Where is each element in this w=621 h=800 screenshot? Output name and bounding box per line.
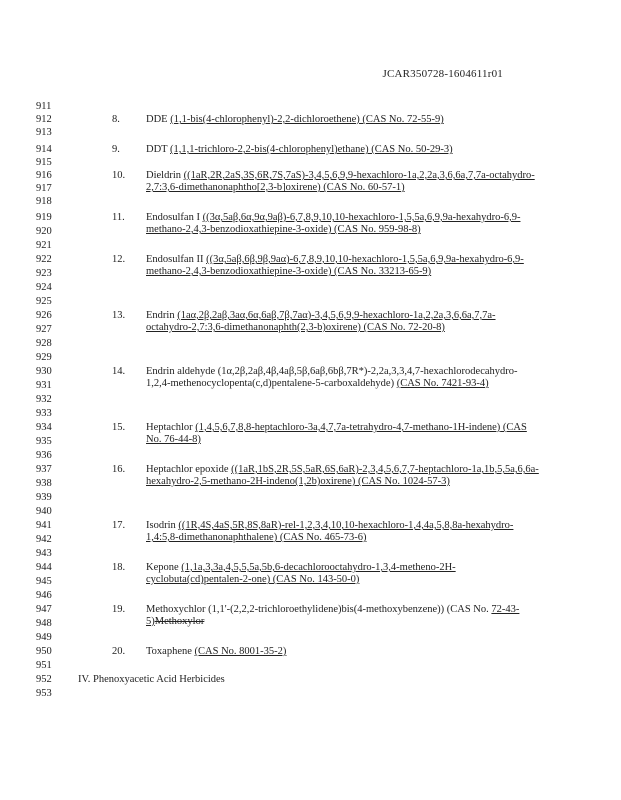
chemical-description: (CAS No. 8001-35-2) <box>194 646 287 657</box>
list-item <box>146 212 540 236</box>
line-number: 931 <box>36 380 52 391</box>
item-number: 18. <box>112 562 126 573</box>
chemical-name: Heptachlor <box>146 422 196 433</box>
line-number: 943 <box>36 548 52 559</box>
line-number: 933 <box>36 408 52 419</box>
list-item <box>146 170 540 194</box>
line-number: 917 <box>36 183 52 194</box>
item-number: 14. <box>112 366 126 377</box>
line-number: 928 <box>36 338 52 349</box>
line-number: 925 <box>36 296 52 307</box>
chemical-description: (1,1,1-trichloro-2,2-bis(4-chlorophenyl)ethane) (CAS No. 50-29-3) <box>170 144 453 155</box>
cas-number: 72-43-5) <box>146 604 520 627</box>
line-number: 940 <box>36 506 52 517</box>
line-number: 941 <box>36 520 52 531</box>
line-number: 922 <box>36 254 52 265</box>
item-number: 8. <box>112 114 120 125</box>
item-number: 9. <box>112 144 120 155</box>
line-number: 921 <box>36 240 52 251</box>
line-number: 929 <box>36 352 52 363</box>
line-number: 942 <box>36 534 52 545</box>
line-number: 935 <box>36 436 52 447</box>
item-number: 20. <box>112 646 126 657</box>
item-number: 11. <box>112 212 125 223</box>
chemical-name: Endrin aldehyde <box>146 366 218 377</box>
item-number: 15. <box>112 422 126 433</box>
item-number: 19. <box>112 604 126 615</box>
list-item <box>146 310 540 334</box>
document-id-header: JCAR350728-1604611r01 <box>382 68 503 80</box>
chemical-description: (1,1-bis(4-chlorophenyl)-2,2-dichloroethene) (CAS No. 72-55-9) <box>170 114 444 125</box>
list-item <box>146 114 540 126</box>
item-number: 13. <box>112 310 126 321</box>
line-number: 912 <box>36 114 52 125</box>
section-heading: IV. Phenoxyacetic Acid Herbicides <box>78 674 225 685</box>
list-item <box>146 254 540 278</box>
list-item <box>146 144 540 156</box>
chemical-name: Endrin <box>146 310 178 321</box>
chemical-description: (1,1a,3,3a,4,5,5,5a,5b,6-decachlorooctahydro-1,3,4-metheno-2H-cyclobuta(cd)pentalen-2-one) (CAS No. 143-50-0) <box>146 562 456 585</box>
chemical-name: Endosulfan I <box>146 212 203 223</box>
line-number: 916 <box>36 170 52 181</box>
line-number: 951 <box>36 660 52 671</box>
line-number: 919 <box>36 212 52 223</box>
line-number: 918 <box>36 196 52 207</box>
chemical-name: Dieldrin <box>146 170 184 181</box>
line-number: 926 <box>36 310 52 321</box>
chemical-name: Isodrin <box>146 520 179 531</box>
chemical-description: ((3α,5aβ,6α,9α,9aβ)-6,7,8,9,10,10-hexachloro-1,5,5a,6,9,9a-hexahydro-6,9-methano-2,4,3-benzodioxathiepine-3-oxide) (CAS No. 959-98-8) <box>146 212 521 235</box>
chemical-name: Heptachlor epoxide <box>146 464 232 475</box>
line-number: 950 <box>36 646 52 657</box>
line-number: 927 <box>36 324 52 335</box>
line-number: 934 <box>36 422 52 433</box>
list-item <box>146 366 540 390</box>
line-number: 936 <box>36 450 52 461</box>
chemical-name: DDE <box>146 114 171 125</box>
line-number: 949 <box>36 632 52 643</box>
item-number: 17. <box>112 520 126 531</box>
chemical-description: ((1aR,2R,2aS,3S,6R,7S,7aS)-3,4,5,6,9,9-hexachloro-1a,2,2a,3,6,6a,7,7a-octahydro-2,7:3,6-dimethanonaphtho[2,3-b]oxirene) (CAS No. 60-57-1) <box>146 170 535 193</box>
chemical-name: Methoxychlor <box>146 604 209 615</box>
line-number: 920 <box>36 226 52 237</box>
list-item <box>146 422 540 446</box>
chemical-description-plain: (1,4,5,6,7,8,8-heptachloro-3a,4,7,7a-tetrahydro-4,7-methano-1H-indene) <box>195 422 501 433</box>
line-number: 948 <box>36 618 52 629</box>
line-number: 945 <box>36 576 52 587</box>
list-item <box>146 646 540 658</box>
line-number: 911 <box>36 101 52 112</box>
chemical-description: ((3α,5aβ,6β,9β,9aα)-6,7,8,9,10,10-hexachloro-1,5,5a,6,9,9a-hexahydro-6,9-methano-2,4,3-benzodioxathiepine-3-oxide) (CAS No. 33213-65-9) <box>146 254 524 277</box>
struck-text: Methoxylor <box>154 616 205 627</box>
line-number: 937 <box>36 464 52 475</box>
line-number: 953 <box>36 688 52 699</box>
list-item <box>146 464 540 488</box>
line-number: 930 <box>36 366 52 377</box>
chemical-description: ((1R,4S,4aS,5R,8S,8aR)-rel-1,2,3,4,10,10-hexachloro-1,4,4a,5,8,8a-hexahydro-1,4:5,8-dimethanonaphthalene) (CAS No. 465-73-6) <box>146 520 514 543</box>
cas-number: (CAS No. 76-44-8) <box>146 422 527 445</box>
line-number: 947 <box>36 604 52 615</box>
list-item <box>146 604 540 628</box>
line-number: 944 <box>36 562 52 573</box>
cas-number: (CAS No. 7421-93-4) <box>396 378 489 389</box>
list-item <box>146 562 540 586</box>
line-number: 932 <box>36 394 52 405</box>
chemical-name: Toxaphene <box>146 646 195 657</box>
line-number: 924 <box>36 282 52 293</box>
chemical-name: DDT <box>146 144 171 155</box>
chemical-description-plain: (1,1'-(2,2,2-trichloroethylidene)bis(4-methoxybenzene)) (CAS No. <box>208 604 492 615</box>
line-number: 914 <box>36 144 52 155</box>
list-item <box>146 520 540 544</box>
item-number: 12. <box>112 254 126 265</box>
chemical-description: ((1aR,1bS,2R,5S,5aR,6S,6aR)-2,3,4,5,6,7,7-heptachloro-1a,1b,5,5a,6,6a-hexahydro-2,5-methano-2H-indeno(1,2b)oxirene) (CAS No. 1024-57-3) <box>146 464 539 487</box>
line-number: 938 <box>36 478 52 489</box>
item-number: 16. <box>112 464 126 475</box>
line-number: 923 <box>36 268 52 279</box>
chemical-description: (1aα,2β,2aβ,3aα,6α,6aβ,7β,7aα)-3,4,5,6,9,9-hexachloro-1a,2,2a,3,6,6a,7,7a-octahydro-2,7:3,6-dimethanonaphth(2,3-b)oxirene) (CAS No. 72-20-8) <box>146 310 496 333</box>
line-number: 952 <box>36 674 52 685</box>
item-number: 10. <box>112 170 126 181</box>
chemical-description-plain: (1α,2β,2aβ,4β,4aβ,5β,6aβ,6bβ,7R*)-2,2a,3,3,4,7-hexachlorodecahydro-1,2,4-methenocyclopenta(c,d)pentalene-5-carboxaldehyde) <box>146 366 518 389</box>
line-number: 946 <box>36 590 52 601</box>
chemical-name: Kepone <box>146 562 182 573</box>
line-number: 939 <box>36 492 52 503</box>
line-number: 915 <box>36 157 52 168</box>
chemical-name: Endosulfan II <box>146 254 207 265</box>
line-number: 913 <box>36 127 52 138</box>
